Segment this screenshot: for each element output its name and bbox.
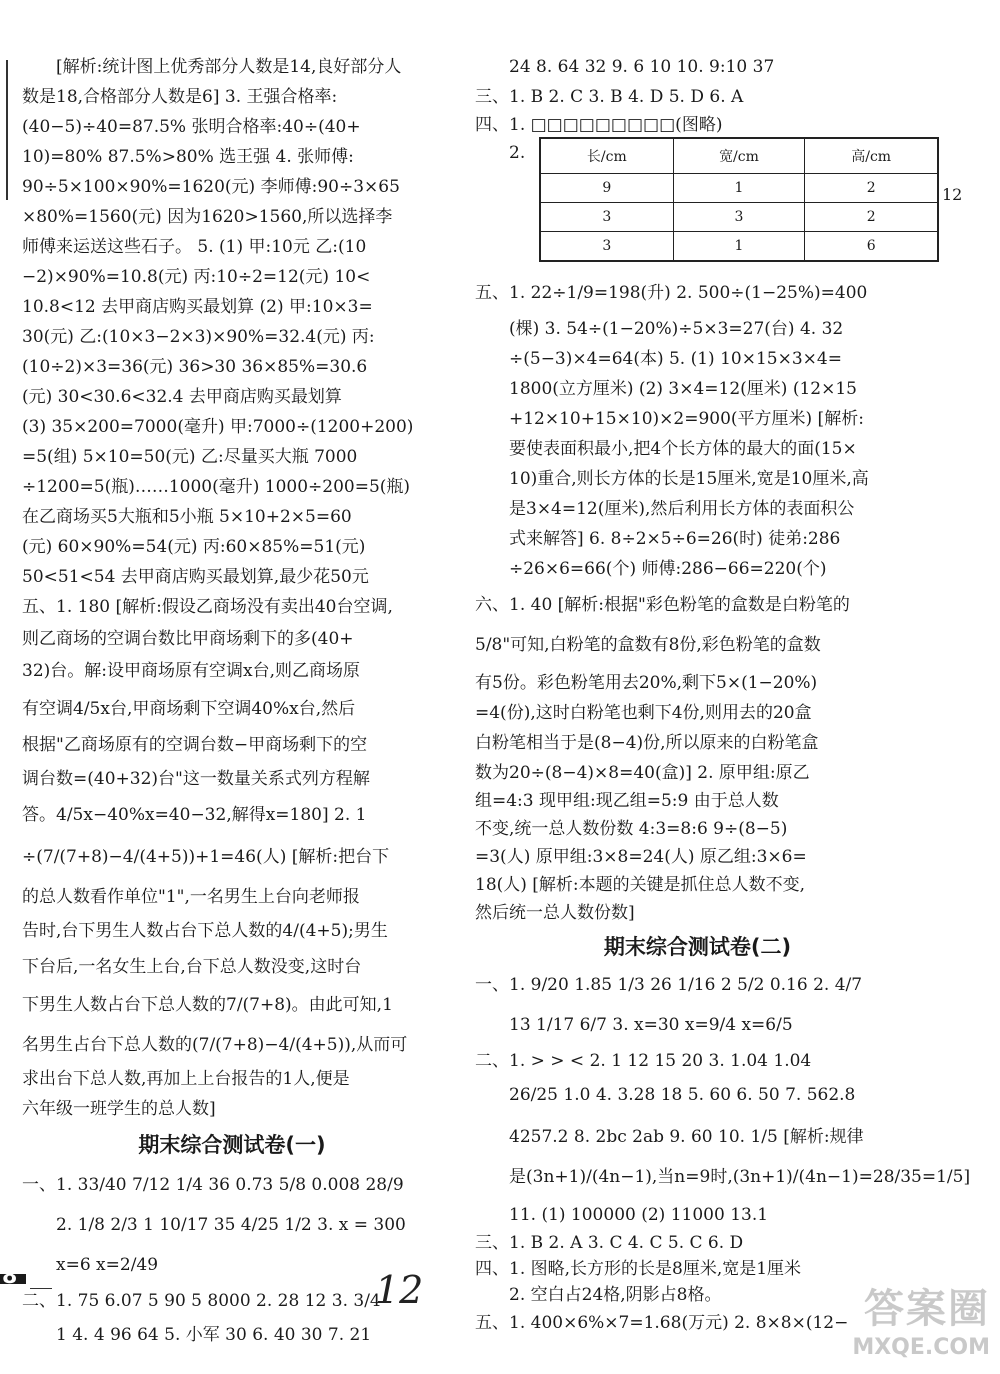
text-line: (元) 30<30.6<32.4 去甲商店购买最划算 — [22, 387, 342, 407]
text-line: 根据"乙商场原有的空调台数−甲商场剩下的空 — [22, 735, 368, 755]
text-line: [解析:统计图上优秀部分人数是14,良好部分人 — [56, 57, 402, 77]
text-line: 白粉笔相当于是(8−4)份,所以原来的白粉笔盒 — [475, 733, 819, 753]
text-line: 二、1. > > < 2. 1 12 15 20 3. 1.04 1.04 — [475, 1051, 812, 1071]
table-header-row — [540, 138, 938, 174]
text-line: 1 4. 4 96 64 5. 小军 30 6. 40 30 7. 21 — [56, 1325, 372, 1345]
text-line: 六年级一班学生的总人数] — [22, 1099, 216, 1119]
text-line: 24 8. 64 32 9. 6 10 10. 9:10 37 — [509, 57, 775, 77]
text-line: 求出台下总人数,再加上上台报告的1人,便是 — [22, 1069, 350, 1089]
text-line: −2)×90%=10.8(元) 丙:10÷2=12(元) 10< — [22, 267, 371, 287]
text-line: 32)台。解:设甲商场原有空调x台,则乙商场原 — [22, 661, 360, 681]
table-cell: 2 — [805, 203, 938, 232]
text-line: 三、1. B 2. A 3. C 4. C 5. C 6. D — [475, 1233, 744, 1253]
table-cell: 3 — [540, 203, 673, 232]
footer-rule — [30, 1288, 52, 1289]
text-line: 11. (1) 100000 (2) 11000 13.1 — [509, 1205, 769, 1225]
exam1-title: 期末综合测试卷(一) — [138, 1133, 326, 1157]
table-cell: 6 — [805, 231, 938, 261]
text-line: (10÷2)×3=36(元) 36>30 36×85%=30.6 — [22, 357, 368, 377]
text-line: =4(份),这时白粉笔也剩下4份,则用去的20盒 — [475, 703, 812, 723]
text-line: 是3×4=12(厘米),然后利用长方体的表面积公 — [509, 499, 855, 519]
text-line: 要使表面积最小,把4个长方体的最大的面(15× — [509, 439, 857, 459]
text-line: 2. 1/8 2/3 1 10/17 35 4/25 1/2 3. x = 300 — [56, 1215, 406, 1235]
text-line: 师傅来运送这些石子。 5. (1) 甲:10元 乙:(10 — [22, 237, 367, 257]
text-line: ÷(7/(7+8)−4/(4+5))+1=46(人) [解析:把台下 — [22, 847, 390, 867]
text-line: 数为20÷(8−4)×8=40(盒)] 2. 原甲组:原乙 — [475, 763, 810, 783]
text-line: 下台后,一名女生上台,台下总人数没变,这时台 — [22, 957, 362, 977]
text-line: (棵) 3. 54÷(1−20%)÷5×3=27(台) 4. 32 — [509, 319, 844, 339]
text-line: 是(3n+1)/(4n−1),当n=9时,(3n+1)/(4n−1)=28/35=1/5] — [509, 1167, 971, 1187]
watermark-logo — [820, 1285, 990, 1370]
text-line: x=6 x=2/49 — [56, 1255, 159, 1275]
text-line: 50<51<54 去甲商店购买最划算,最少花50元 — [22, 567, 369, 587]
text-line: 二、1. 75 6.07 5 90 5 8000 2. 28 12 3. 3/4 — [22, 1291, 381, 1311]
text-line: ÷1200=5(瓶)……1000(毫升) 1000÷200=5(瓶) — [22, 477, 411, 497]
text-line: 五、1. 22÷1/9=198(升) 2. 500÷(1−25%)=400 — [475, 283, 868, 303]
text-line: 组=4:3 现甲组:现乙组=5:9 由于总人数 — [475, 791, 779, 811]
column-header: 宽/cm — [673, 138, 805, 174]
text-line: 数是18,合格部分人数是6] 3. 王强合格率: — [22, 87, 338, 107]
text-line: 5/8"可知,白粉笔的盒数有8份,彩色粉笔的盒数 — [475, 635, 821, 655]
text-line: 在乙商场买5大瓶和5小瓶 5×10+2×5=60 — [22, 507, 352, 527]
table-cell: 2 — [805, 174, 938, 203]
text-line: 三、1. B 2. C 3. B 4. D 5. D 6. A — [475, 87, 744, 107]
text-line: 的总人数看作单位"1",一名男生上台向老师报 — [22, 887, 360, 907]
text-line: =3(人) 原甲组:3×8=24(人) 原乙组:3×6= — [475, 847, 807, 867]
text-line: 90÷5×100×90%=1620(元) 李师傅:90÷3×65 — [22, 177, 400, 197]
text-line: 一、1. 9/20 1.85 1/3 26 1/16 2 5/2 0.16 2. 4/7 — [475, 975, 863, 995]
text-line: =5(组) 5×10=50(元) 乙:尽量买大瓶 7000 — [22, 447, 358, 467]
text-line: 13 1/17 6/7 3. x=30 x=9/4 x=6/5 — [509, 1015, 793, 1035]
text-line: 4257.2 8. 2bc 2ab 9. 60 10. 1/5 [解析:规律 — [509, 1127, 864, 1147]
table-row — [540, 231, 938, 261]
margin-bar — [6, 60, 8, 200]
text-line: 1800(立方厘米) (2) 3×4=12(厘米) (12×15 — [509, 379, 857, 399]
table-row — [540, 203, 938, 232]
text-line: 10.8<12 去甲商店购买最划算 (2) 甲:10×3= — [22, 297, 373, 317]
text-line: 26/25 1.0 4. 3.28 18 5. 60 6. 50 7. 562.8 — [509, 1085, 856, 1105]
text-line: (3) 35×200=7000(毫升) 甲:7000÷(1200+200) — [22, 417, 414, 437]
table-cell: 1 — [673, 231, 805, 261]
text-line: 10)重合,则长方体的长是15厘米,宽是10厘米,高 — [509, 469, 869, 489]
text-line: 不变,统一总人数份数 4:3=8:6 9÷(8−5) — [475, 819, 788, 839]
text-line: 有空调4/5x台,甲商场剩下空调40%x台,然后 — [22, 699, 356, 719]
text-line: 五、1. 180 [解析:假设乙商场没有卖出40台空调, — [22, 597, 393, 617]
text-line: ×80%=1560(元) 因为1620>1560,所以选择李 — [22, 207, 393, 227]
page-number: 8 — [2, 1264, 18, 1289]
text-line: 四、1. 图略,长方形的长是8厘米,宽是1厘米 — [475, 1259, 802, 1279]
text-line: 式来解答] 6. 8÷2×5÷6=26(时) 徒弟:286 — [509, 529, 841, 549]
text-line: 18(人) [解析:本题的关键是抓住总人数不变, — [475, 875, 806, 895]
text-line: 2. — [509, 143, 526, 163]
exam2-title: 期末综合测试卷(二) — [603, 935, 792, 959]
table-row — [540, 174, 938, 203]
column-header: 长/cm — [540, 138, 673, 174]
text-line: 调台数=(40+32)台"这一数量关系式列方程解 — [22, 769, 370, 789]
text-line: 10)=80% 87.5%>80% 选王强 4. 张师傅: — [22, 147, 354, 167]
text-line: 六、1. 40 [解析:根据"彩色粉笔的盒数是白粉笔的 — [475, 595, 850, 615]
text-line: 四、1. □□□□□□□□□(图略) — [475, 115, 723, 135]
table-cell: 3 — [673, 203, 805, 232]
table-side-value: 12 — [942, 185, 963, 204]
text-line: 下男生人数占台下总人数的7/(7+8)。由此可知,1 — [22, 995, 393, 1015]
table-cell: 3 — [540, 231, 673, 261]
text-line: 2. 空白占24格,阴影占8格。 — [509, 1285, 722, 1305]
text-line: 则乙商场的空调台数比甲商场剩下的多(40+ — [22, 629, 354, 649]
text-line: ÷26×6=66(个) 师傅:286−66=220(个) — [509, 559, 827, 579]
text-line: ÷(5−3)×4=64(本) 5. (1) 10×15×3×4= — [509, 349, 842, 369]
table-cell: 1 — [673, 174, 805, 203]
dimensions-table — [539, 137, 939, 262]
handwritten-number: 12 — [375, 1268, 424, 1312]
text-line: 告时,台下男生人数占台下总人数的4/(4+5);男生 — [22, 921, 388, 941]
text-line: 一、1. 33/40 7/12 1/4 36 0.73 5/8 0.008 28/9 — [22, 1175, 404, 1195]
text-line: (40−5)÷40=87.5% 张明合格率:40÷(40+ — [22, 117, 361, 137]
text-line: 答。4/5x−40%x=40−32,解得x=180] 2. 1 — [22, 805, 367, 825]
text-line: 有5份。彩色粉笔用去20%,剩下5×(1−20%) — [475, 673, 818, 693]
watermark-line2: MXQE.COM — [852, 1335, 990, 1360]
text-line: (元) 60×90%=54(元) 丙:60×85%=51(元) — [22, 537, 366, 557]
table-cell: 9 — [540, 174, 673, 203]
text-line: 30(元) 乙:(10×3−2×3)×90%=32.4(元) 丙: — [22, 327, 375, 347]
text-line: 五、1. 400×6%×7=1.68(万元) 2. 8×8×(12− — [475, 1313, 849, 1333]
text-line: 然后统一总人数份数] — [475, 903, 635, 923]
watermark-line1: 答案圈 — [864, 1286, 990, 1332]
text-line: +12×10+15×10)×2=900(平方厘米) [解析: — [509, 409, 864, 429]
text-line: 名男生占台下总人数的(7/(7+8)−4/(4+5)),从而可 — [22, 1035, 408, 1055]
column-header: 高/cm — [805, 138, 938, 174]
